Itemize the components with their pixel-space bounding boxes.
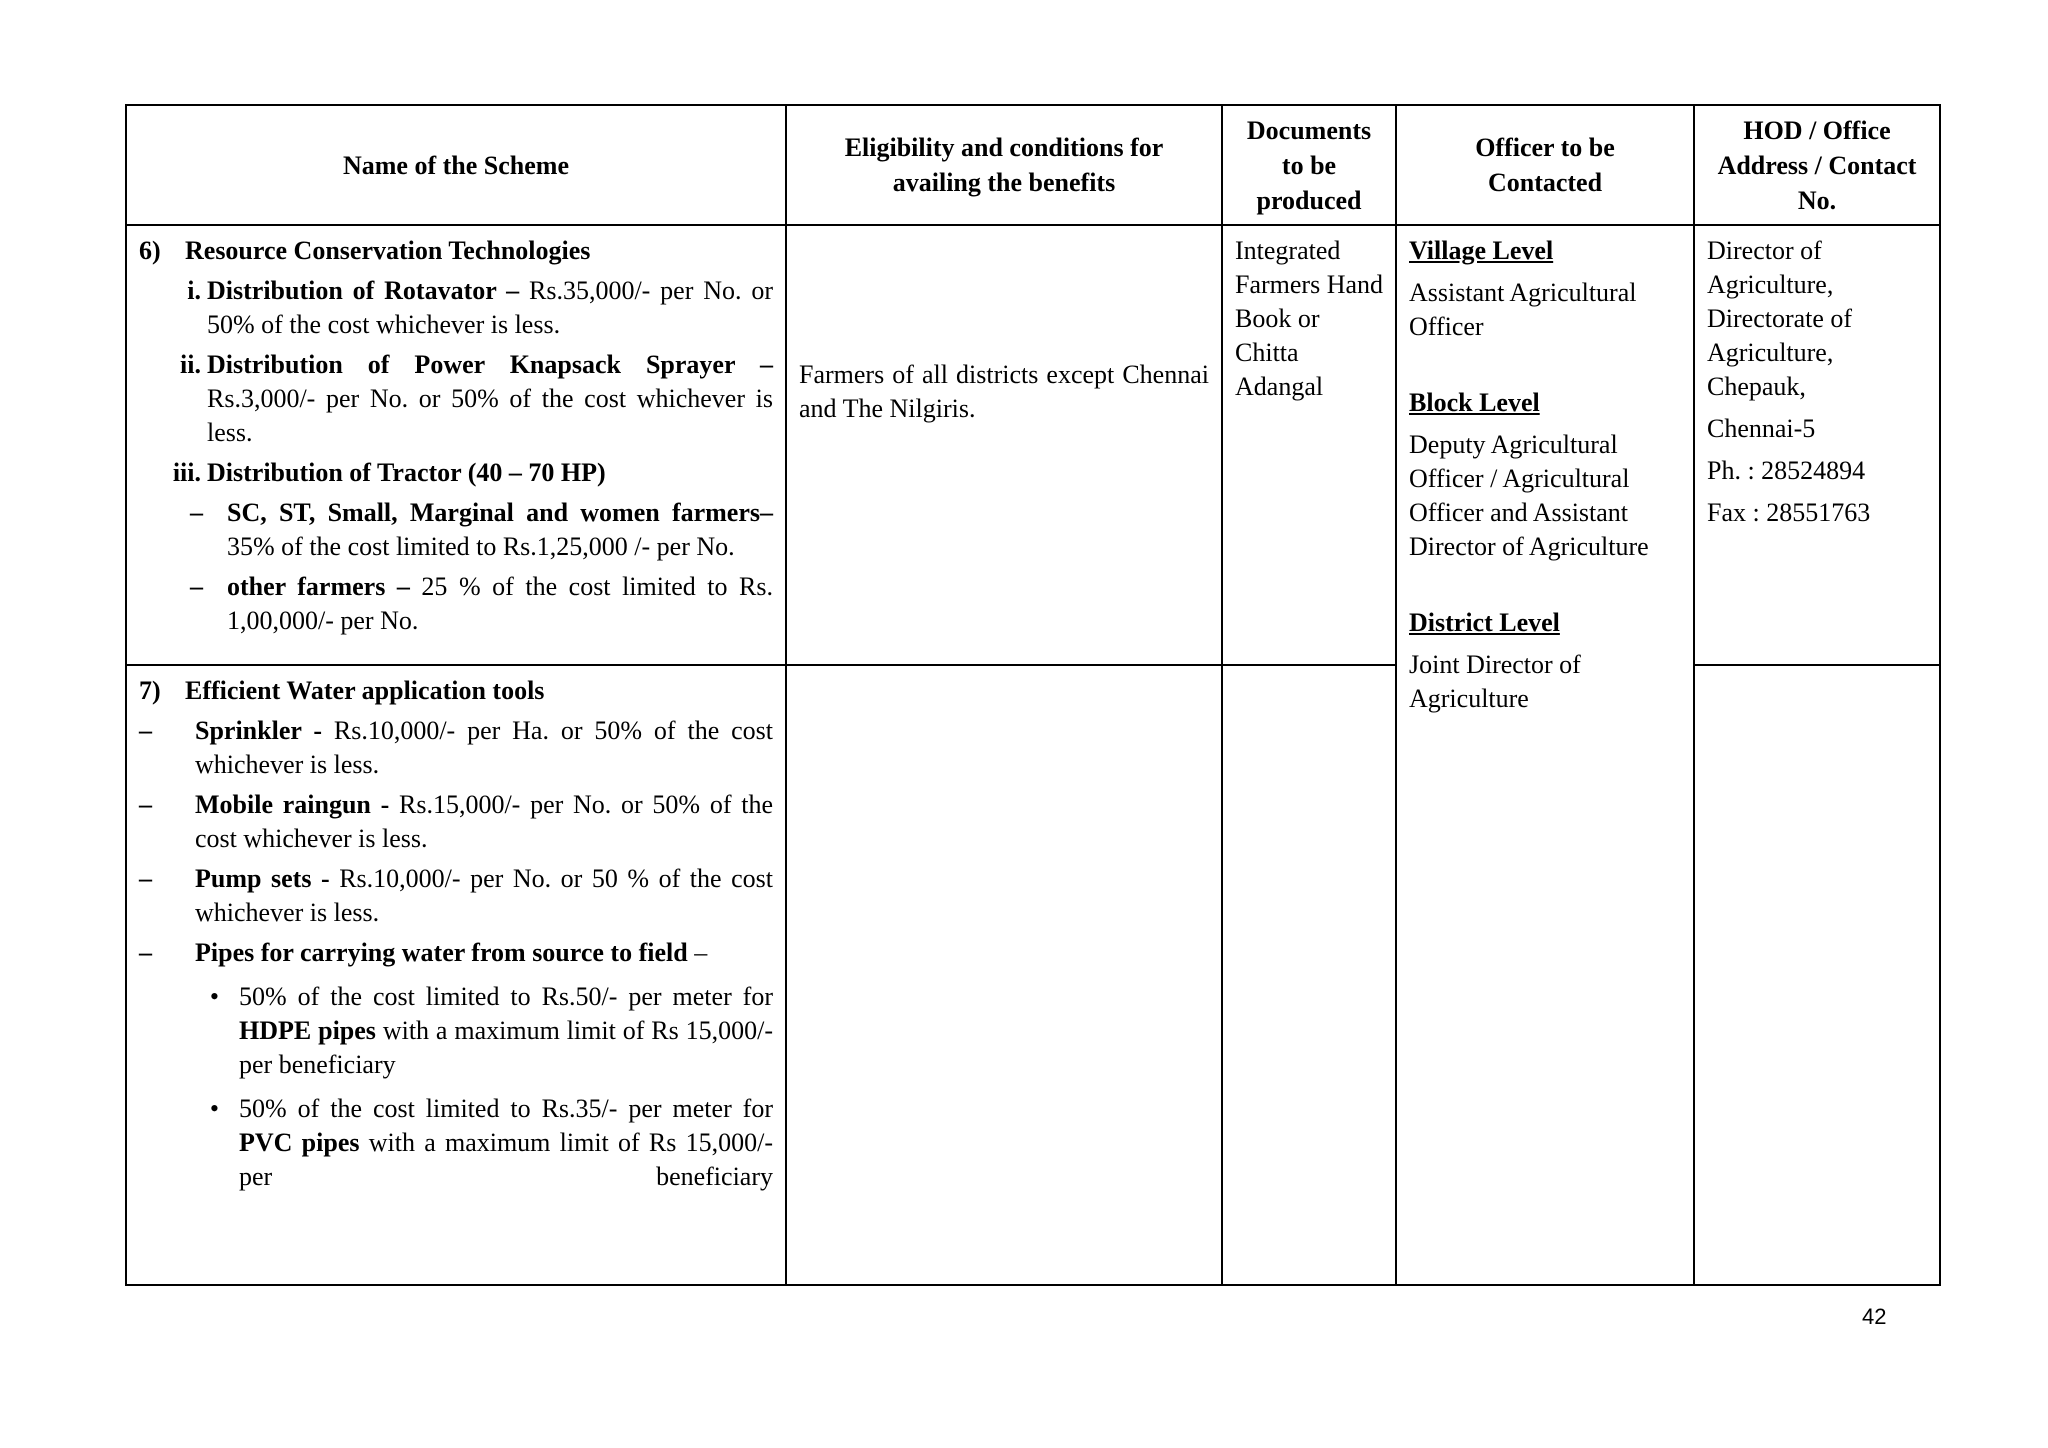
item-label: i. (187, 276, 201, 305)
bullet-item (139, 1092, 773, 1194)
section-title: Resource Conservation Technologies (185, 236, 591, 265)
item-text: Rs.10,000/- per Ha. or 50% of the cost whichever is less. (195, 716, 773, 779)
hod-phone: Ph. : 28524894 (1707, 456, 1866, 485)
item-label: ii. (180, 350, 201, 379)
header-documents-text: Documents to be produced (1246, 115, 1372, 215)
item-bold: other farmers – (227, 572, 410, 601)
scheme-table (125, 104, 1941, 1286)
dash-marker: – (139, 864, 152, 893)
district-level-text: Joint Director of Agriculture (1409, 650, 1581, 713)
dash-marker: – (139, 716, 152, 745)
dash-marker: – (139, 938, 152, 967)
list-item (139, 714, 773, 782)
list-item (139, 788, 773, 856)
district-level-heading: District Level (1409, 608, 1560, 637)
bullet-text: with a maximum limit of Rs 15,000/- per beneficiary (239, 1016, 773, 1079)
item-bold: Distribution of Power Knapsack Sprayer – (207, 350, 773, 379)
list-item (139, 348, 773, 450)
bullet-item (139, 980, 773, 1082)
bullet-text: with a maximum limit of Rs 15,000/- per beneficiary (239, 1128, 773, 1191)
dash-marker: – (139, 790, 152, 819)
item-bold: SC, ST, Small, Marginal and women farmers– (227, 498, 773, 527)
eligibility-cell (786, 225, 1222, 665)
header-officer-text: Officer to be Contacted (1475, 133, 1615, 197)
header-scheme: Name of the Scheme (126, 105, 786, 225)
eligibility-cell-empty (786, 665, 1222, 1285)
bullet-marker: • (209, 1094, 219, 1123)
block-level-text: Deputy Agricultural Officer / Agricultural Officer and Assistant Director of Agriculture (1409, 430, 1649, 561)
header-officer (1396, 105, 1694, 225)
village-level-text: Assistant Agricultural Officer (1409, 278, 1637, 341)
scheme-row-6 (126, 225, 1940, 665)
documents-text: Integrated Farmers Hand Book or Chitta Adangal (1235, 236, 1384, 401)
item-bold: Distribution of Tractor (40 – 70 HP) (207, 458, 606, 487)
list-item (139, 274, 773, 342)
section-number: 6) (139, 236, 161, 265)
header-hod (1694, 105, 1940, 225)
item-bold: Sprinkler - (195, 716, 322, 745)
item-text: Rs.15,000/- per No. or 50% of the cost whichever is less. (195, 790, 773, 853)
eligibility-text: Farmers of all districts except Chennai and The Nilgiris. (799, 360, 1209, 423)
hod-cell (1694, 225, 1940, 665)
scheme-cell-6 (126, 225, 786, 665)
page-number: 42 (1862, 1304, 1887, 1329)
bullet-text: 50% of the cost limited to Rs.50/- per meter for (239, 982, 773, 1011)
documents-cell-empty (1222, 665, 1396, 1285)
item-bold: Pipes for carrying water from source to field (195, 938, 688, 967)
item-text: 25 % of the cost limited to Rs. 1,00,000/- per No. (227, 572, 773, 635)
section-title: Efficient Water application tools (185, 676, 545, 705)
bullet-bold: HDPE pipes (239, 1016, 376, 1045)
header-hod-text: HOD / Office Address / Contact No. (1717, 115, 1917, 215)
bullet-text: 50% of the cost limited to Rs.35/- per meter for (239, 1094, 773, 1123)
documents-cell (1222, 225, 1396, 665)
item-text: Rs.3,000/- per No. or 50% of the cost whichever is less. (207, 384, 773, 447)
list-item (139, 936, 773, 970)
header-documents (1222, 105, 1396, 225)
village-level-heading: Village Level (1409, 236, 1554, 265)
hod-cell-empty (1694, 665, 1940, 1285)
hod-address: Director of Agriculture, Directorate of Agriculture, Chepauk, (1707, 236, 1853, 401)
officer-cell (1396, 225, 1694, 1285)
dash-marker: – (190, 572, 203, 601)
header-row (126, 105, 1940, 225)
item-bold: Pump sets - (195, 864, 330, 893)
item-label: iii. (172, 458, 201, 487)
list-item (139, 456, 773, 490)
bullet-marker: • (209, 982, 219, 1011)
item-text: 35% of the cost limited to Rs.1,25,000 /- per No. (227, 532, 735, 561)
item-bold: Distribution of Rotavator – (207, 276, 520, 305)
list-item (139, 570, 773, 638)
item-bold: Mobile raingun - (195, 790, 390, 819)
list-item (139, 862, 773, 930)
bullet-bold: PVC pipes (239, 1128, 360, 1157)
list-item (139, 496, 773, 564)
header-eligibility (786, 105, 1222, 225)
dash-marker: – (190, 498, 203, 527)
item-text: – (687, 938, 708, 967)
section-heading-7 (139, 674, 773, 708)
hod-fax: Fax : 28551763 (1707, 498, 1871, 527)
item-text: Rs.35,000/- per No. or 50% of the cost whichever is less. (207, 276, 773, 339)
header-eligibility-text: Eligibility and conditions for availing the benefits (844, 133, 1164, 197)
section-heading-6 (139, 234, 773, 268)
section-number: 7) (139, 676, 161, 705)
item-text: Rs.10,000/- per No. or 50 % of the cost whichever is less. (195, 864, 774, 927)
hod-city: Chennai-5 (1707, 414, 1816, 443)
block-level-heading: Block Level (1409, 388, 1540, 417)
scheme-cell-7 (126, 665, 786, 1285)
